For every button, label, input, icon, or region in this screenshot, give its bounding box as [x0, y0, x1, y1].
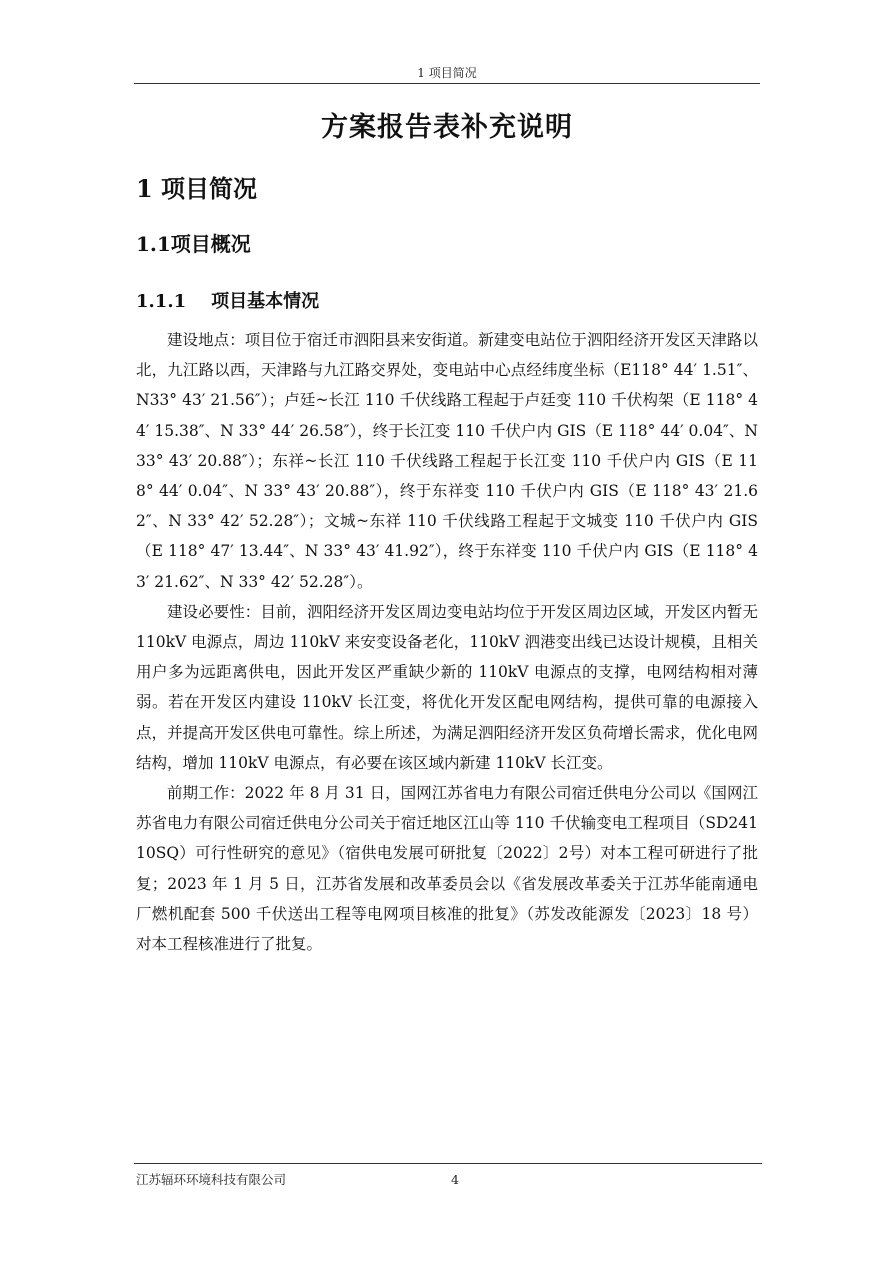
- page-number: 4: [451, 1172, 459, 1187]
- footer-rule: [134, 1163, 762, 1164]
- running-header: 1 项目简况: [417, 66, 477, 80]
- body-text: [136, 325, 758, 959]
- paragraph-construction-location: 建设地点：项目位于宿迁市泗阳县来安街道。新建变电站位于泗阳经济开发区天津路以北，九江路以西，天津路与九江路交界处，变电站中心点经纬度坐标（E118° 44′ 1.51″、N33° 43′ 21.56″）；卢廷~长江 110 千伏线路工程起于卢廷变 110 千伏构架（E 118° 44′ 15.38″、N 33° 44′ 26.58″），终于长江变 110 千伏户内 GIS（E 118° 44′ 0.04″、N 33° 43′ 20.88″）；东祥~长江 110 千伏线路工程起于长江变 110 千伏户内 GIS（E 118° 44′ 0.04″、N 33° 43′ 20.88″），终于东祥变 110 千伏户内 GIS（E 118° 43′ 21.62″、N 33° 42′ 52.28″）；文城~东祥 110 千伏线路工程起于文城变 110 千伏户内 GIS（E 118° 47′ 13.44″、N 33° 43′ 41.92″），终于东祥变 110 千伏户内 GIS（E 118° 43′ 21.62″、N 33° 42′ 52.28″）。: [136, 331, 758, 591]
- paragraph-construction-necessity: 建设必要性：目前，泗阳经济开发区周边变电站均位于开发区周边区域，开发区内暂无 110kV 电源点，周边 110kV 来安变设备老化，110kV 泗港变出线已达设计规模，且相关用户多为远距离供电，因此开发区严重缺少新的 110kV 电源点的支撑，电网结构相对薄弱。若在开发区内建设 110kV 长江变，将优化开发区配电网结构，提供可靠的电源接入点，并提高开发区供电可靠性。综上所述，为满足泗阳经济开发区负荷增长需求，优化电网结构，增加 110kV 电源点，有必要在该区域内新建 110kV 长江变。: [136, 602, 758, 772]
- section-heading-1-1: 1.1项目概况: [136, 232, 251, 256]
- footer-company: 江苏辐环环境科技有限公司: [136, 1172, 287, 1187]
- document-title: 方案报告表补充说明: [321, 112, 573, 143]
- paragraph-preliminary-work: 前期工作：2022 年 8 月 31 日，国网江苏省电力有限公司宿迁供电分公司以《国网江苏省电力有限公司宿迁供电分公司关于宿迁地区江山等 110 千伏输变电工程项目（SD24110SQ）可行性研究的意见》（宿供电发展可研批复〔2022〕2号）对本工程可研进行了批复；2023 年 1 月 5 日，江苏省发展和改革委员会以《省发展改革委关于江苏华能南通电厂燃机配套 500 千伏送出工程等电网项目核准的批复》（苏发改能源发〔2023〕18 号）对本工程核准进行了批复。: [136, 784, 758, 954]
- section-heading-1: 1 项目简况: [136, 174, 258, 203]
- header-rule: [134, 83, 760, 84]
- section-heading-1-1-1: 1.1.1 项目基本情况: [136, 291, 320, 312]
